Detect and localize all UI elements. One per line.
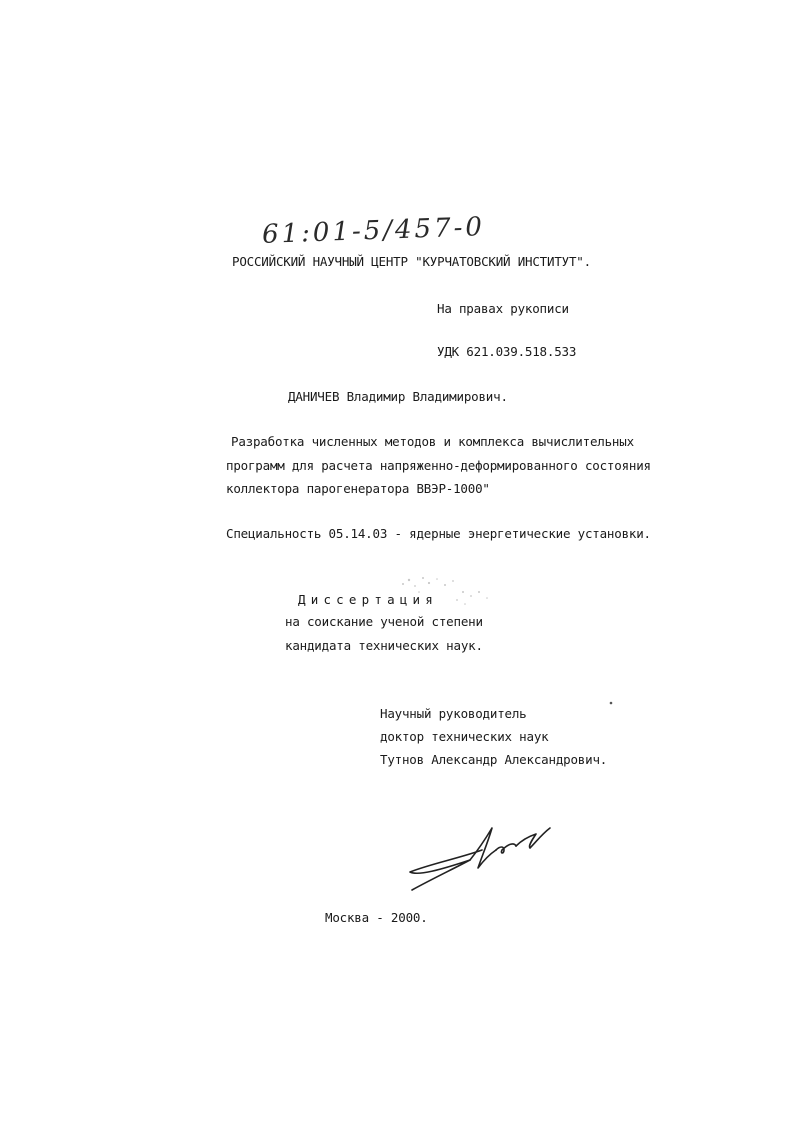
title-line-3: коллектора парогенератора ВВЭР-1000": [226, 481, 490, 496]
city-year: Москва - 2000.: [325, 910, 428, 925]
stray-mark: [608, 700, 614, 706]
dissertation-heading: Диссертация: [298, 592, 438, 607]
supervisor-degree: доктор технических наук: [380, 729, 549, 744]
author-name: ДАНИЧЕВ Владимир Владимирович.: [288, 389, 508, 404]
title-line-1: Разработка численных методов и комплекса вычислительных: [231, 434, 634, 449]
catalog-number-handwritten: 61:01-5/457-0: [261, 212, 486, 250]
supervisor-name: Тутнов Александр Александрович.: [380, 752, 608, 767]
supervisor-role: Научный руководитель: [380, 706, 527, 721]
udc-code: УДК 621.039.518.533: [437, 344, 577, 359]
manuscript-note: На правах рукописи: [437, 301, 569, 316]
signature-mark: [400, 820, 560, 900]
dissertation-line-1: на соискание ученой степени: [285, 614, 483, 629]
dissertation-line-2: кандидата технических наук.: [285, 638, 483, 653]
specialty-text: Специальность 05.14.03 - ядерные энергетические установки.: [226, 526, 651, 541]
institution-name: РОССИЙСКИЙ НАУЧНЫЙ ЦЕНТР "КУРЧАТОВСКИЙ ИНСТИТУТ".: [232, 254, 591, 269]
title-line-2: программ для расчета напряженно-деформированного состояния: [226, 458, 651, 473]
